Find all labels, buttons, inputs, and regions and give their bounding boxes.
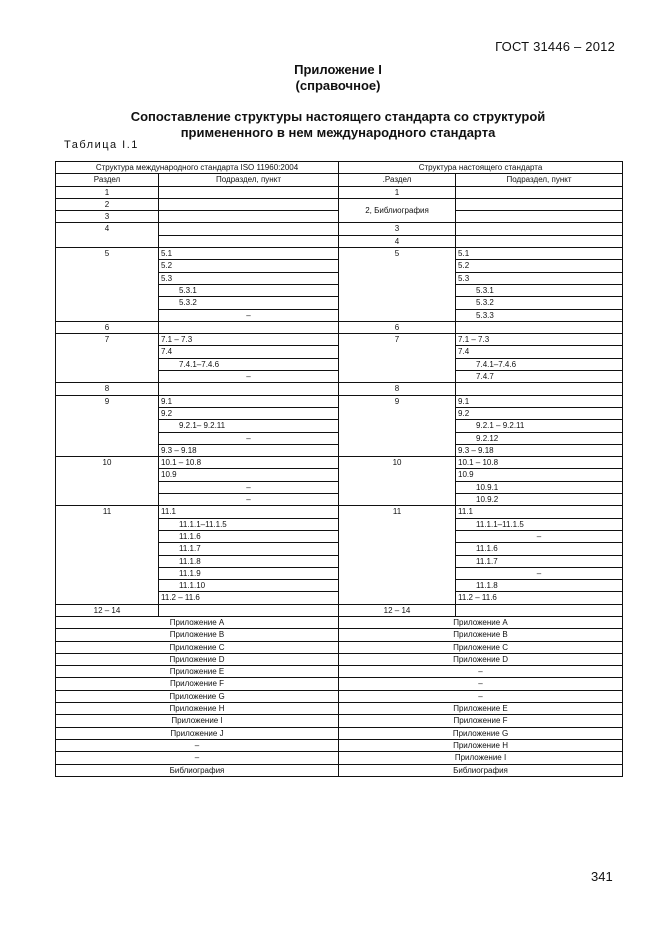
right-subsection-cell [456, 604, 623, 616]
right-subsection-cell: 5.1 [456, 248, 623, 260]
annex-row [56, 739, 623, 751]
right-annex-cell: – [339, 666, 623, 678]
left-subsection-cell: 7.4.1–7.4.6 [159, 358, 339, 370]
table-row [56, 334, 623, 346]
right-subsection-cell: – [456, 530, 623, 542]
table-row [56, 383, 623, 395]
right-section-cell: 7 [339, 334, 456, 383]
right-subsection-cell: 7.1 – 7.3 [456, 334, 623, 346]
left-section-cell: 9 [56, 395, 159, 456]
section-heading [0, 109, 661, 141]
left-subsection-cell: 11.2 – 11.6 [159, 592, 339, 604]
right-annex-cell: Приложение A [339, 616, 623, 628]
right-subsection-cell: 7.4.7 [456, 371, 623, 383]
right-subsection-cell: 5.3.2 [456, 297, 623, 309]
left-subsection-cell: 9.3 – 9.18 [159, 444, 339, 456]
left-subsection-cell: 11.1.9 [159, 567, 339, 579]
right-annex-cell: Приложение B [339, 629, 623, 641]
left-subsection-cell: 10.1 – 10.8 [159, 457, 339, 469]
left-annex-cell: Приложение A [56, 616, 339, 628]
annex-row [56, 641, 623, 653]
heading-line-2: примененного в нем международного стандарта [180, 125, 496, 140]
left-subsection-cell: – [159, 494, 339, 506]
right-section-cell: 1 [339, 186, 456, 198]
right-subsection-cell: 5.2 [456, 260, 623, 272]
right-subsection-cell: 10.1 – 10.8 [456, 457, 623, 469]
left-subsection-cell [159, 211, 339, 223]
right-subsection-cell: 11.1.7 [456, 555, 623, 567]
left-section-cell: 5 [56, 248, 159, 322]
left-annex-cell: Приложение C [56, 641, 339, 653]
left-subsection-cell: 5.1 [159, 248, 339, 260]
left-section-header: Раздел [56, 174, 159, 186]
right-subsection-cell: 9.2 [456, 407, 623, 419]
annex-row [56, 653, 623, 665]
right-subsection-cell: 11.1.8 [456, 580, 623, 592]
left-subsection-cell: – [159, 309, 339, 321]
right-annex-cell: – [339, 678, 623, 690]
right-annex-cell: Приложение D [339, 653, 623, 665]
left-annex-cell: – [56, 752, 339, 764]
left-section-cell: 1 [56, 186, 159, 198]
left-section-cell: 6 [56, 321, 159, 333]
right-subsection-cell: 11.1.6 [456, 543, 623, 555]
left-annex-cell: Приложение F [56, 678, 339, 690]
right-subsection-cell [456, 198, 623, 210]
left-subsection-cell: – [159, 432, 339, 444]
right-annex-cell: Приложение I [339, 752, 623, 764]
right-annex-cell: Библиография [339, 764, 623, 776]
left-annex-cell: Приложение G [56, 690, 339, 702]
right-section-cell: 2, Библиография [339, 198, 456, 223]
right-subsection-cell: 9.2.1 – 9.2.11 [456, 420, 623, 432]
left-annex-cell: Приложение D [56, 653, 339, 665]
table-row [56, 604, 623, 616]
table-row [56, 506, 623, 518]
left-subsection-cell: 11.1.8 [159, 555, 339, 567]
right-section-cell: 8 [339, 383, 456, 395]
right-group-header: Структура настоящего стандарта [339, 162, 623, 174]
table-column-header-row [56, 174, 623, 186]
left-annex-cell: Приложение E [56, 666, 339, 678]
left-subsection-cell: 7.1 – 7.3 [159, 334, 339, 346]
left-annex-cell: Приложение B [56, 629, 339, 641]
left-section-cell: 7 [56, 334, 159, 383]
annex-row [56, 629, 623, 641]
left-subsection-cell: 5.2 [159, 260, 339, 272]
right-subsection-cell: 5.3.3 [456, 309, 623, 321]
left-section-cell: 10 [56, 457, 159, 506]
right-section-cell: 5 [339, 248, 456, 322]
page-number: 341 [591, 869, 613, 884]
right-annex-cell: Приложение H [339, 739, 623, 751]
left-section-cell: 3 [56, 211, 159, 223]
left-subsection-cell: – [159, 371, 339, 383]
left-subsection-cell: 5.3 [159, 272, 339, 284]
right-subsection-cell [456, 223, 623, 235]
right-section-cell: 12 – 14 [339, 604, 456, 616]
left-subsection-cell [159, 321, 339, 333]
right-section-cell: 10 [339, 457, 456, 506]
annex-row [56, 764, 623, 776]
right-subsection-cell: 5.3.1 [456, 284, 623, 296]
right-subsection-cell: 9.3 – 9.18 [456, 444, 623, 456]
left-subsection-cell [159, 198, 339, 210]
right-section-cell: 4 [339, 235, 456, 247]
annex-row [56, 715, 623, 727]
table-row [56, 321, 623, 333]
left-subsection-cell: 11.1.7 [159, 543, 339, 555]
right-subsection-cell [456, 321, 623, 333]
right-section-cell: 3 [339, 223, 456, 235]
left-section-cell: 2 [56, 198, 159, 210]
right-section-header: .Раздел [339, 174, 456, 186]
left-section-cell: 12 – 14 [56, 604, 159, 616]
left-subsection-cell: 11.1.1–11.1.5 [159, 518, 339, 530]
annex-row [56, 690, 623, 702]
right-section-cell: 11 [339, 506, 456, 604]
right-subsection-cell: 11.2 – 11.6 [456, 592, 623, 604]
left-subsection-cell [159, 186, 339, 198]
right-subsection-cell [456, 235, 623, 247]
left-subsection-cell [159, 604, 339, 616]
right-annex-cell: Приложение E [339, 703, 623, 715]
right-subsection-cell: 9.2.12 [456, 432, 623, 444]
annex-row [56, 616, 623, 628]
standard-designation: ГОСТ 31446 – 2012 [495, 39, 615, 54]
left-subsection-cell: 9.2.1– 9.2.11 [159, 420, 339, 432]
table-caption: Таблица I.1 [64, 139, 139, 151]
right-subsection-cell: 10.9.2 [456, 494, 623, 506]
right-subsection-cell: 11.1.1–11.1.5 [456, 518, 623, 530]
appendix-title: Приложение I [294, 62, 382, 77]
left-annex-cell: Приложение J [56, 727, 339, 739]
left-subsection-cell: 9.2 [159, 407, 339, 419]
left-subsection-cell [159, 235, 339, 247]
right-subsection-header: Подраздел, пункт [456, 174, 623, 186]
annex-row [56, 727, 623, 739]
table-row [56, 186, 623, 198]
right-annex-cell: Приложение C [339, 641, 623, 653]
left-subsection-header: Подраздел, пункт [159, 174, 339, 186]
right-subsection-cell: 11.1 [456, 506, 623, 518]
left-subsection-cell: 5.3.1 [159, 284, 339, 296]
right-subsection-cell: 5.3 [456, 272, 623, 284]
right-section-cell: 6 [339, 321, 456, 333]
right-section-cell: 9 [339, 395, 456, 456]
comparison-table-body [56, 162, 623, 777]
right-subsection-cell: 7.4.1–7.4.6 [456, 358, 623, 370]
left-subsection-cell: 10.9 [159, 469, 339, 481]
left-subsection-cell [159, 223, 339, 235]
table-row [56, 223, 623, 235]
appendix-heading [0, 62, 661, 94]
table-row [56, 198, 623, 210]
left-subsection-cell [159, 383, 339, 395]
left-annex-cell: Приложение H [56, 703, 339, 715]
right-annex-cell: Приложение G [339, 727, 623, 739]
annex-row [56, 678, 623, 690]
right-subsection-cell: 9.1 [456, 395, 623, 407]
left-section-cell: 8 [56, 383, 159, 395]
left-section-cell: 11 [56, 506, 159, 604]
right-subsection-cell: 10.9.1 [456, 481, 623, 493]
left-subsection-cell: 11.1.10 [159, 580, 339, 592]
annex-row [56, 666, 623, 678]
left-subsection-cell: 7.4 [159, 346, 339, 358]
annex-row [56, 752, 623, 764]
right-subsection-cell: – [456, 567, 623, 579]
left-annex-cell: Приложение I [56, 715, 339, 727]
left-annex-cell: Библиография [56, 764, 339, 776]
table-group-header-row [56, 162, 623, 174]
left-group-header: Структура международного стандарта ISO 11960:2004 [56, 162, 339, 174]
table-row [56, 248, 623, 260]
right-subsection-cell: 10.9 [456, 469, 623, 481]
left-subsection-cell: 11.1 [159, 506, 339, 518]
left-section-cell: 4 [56, 223, 159, 248]
right-annex-cell: – [339, 690, 623, 702]
table-row [56, 395, 623, 407]
left-subsection-cell: 5.3.2 [159, 297, 339, 309]
heading-line-1: Сопоставление структуры настоящего стандарта со структурой [130, 109, 546, 124]
table-row [56, 457, 623, 469]
right-subsection-cell [456, 383, 623, 395]
comparison-table [55, 161, 623, 777]
right-subsection-cell [456, 211, 623, 223]
annex-row [56, 703, 623, 715]
right-subsection-cell: 7.4 [456, 346, 623, 358]
right-annex-cell: Приложение F [339, 715, 623, 727]
appendix-subtitle: (справочное) [295, 78, 381, 93]
right-subsection-cell [456, 186, 623, 198]
left-annex-cell: – [56, 739, 339, 751]
left-subsection-cell: 9.1 [159, 395, 339, 407]
left-subsection-cell: 11.1.6 [159, 530, 339, 542]
left-subsection-cell: – [159, 481, 339, 493]
